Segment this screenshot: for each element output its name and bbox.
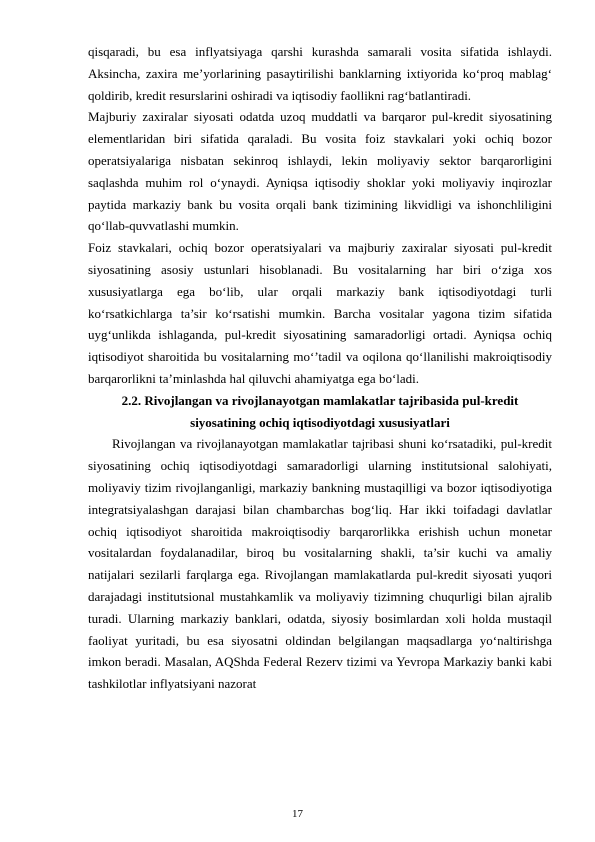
- paragraph-countries-experience: Rivojlangan va rivojlanayotgan mamlakatlar tajribasi shuni ko‘rsatadiki, pul-kredit siyosatining ochiq iqtisodiyotdagi samaradorligi ularning institutsional salohiyati, moliyaviy tizim rivojlanganligi, markaziy bankning mustaqilligi va bozor iqtisodiyotiga integratsiyalashgan darajasi bilan chambarchas bog‘liq. Har ikki toifadagi davlatlar ochiq iqtisodiyot sharoitida makroiqtisodiy barqarorlikka erishish uchun monetar vositalardan foydalanadilar, biroq bu vositalarning shakli, ta’sir kuchi va amaliy natijalari sezilarli farqlarga ega. Rivojlangan mamlakatlarda pul-kredit siyosati yuqori darajadagi institutsional mustahkamlik va moliyaviy tizimning chuqurligi bilan ajralib turadi. Ularning markaziy banklari, odatda, siyosiy bosimlardan xoli holda mustaqil faoliyat yuritadi, bu esa siyosatni oldindan belgilangan maqsadlarga yo‘naltirishga imkon beradi. Masalan, AQShda Federal Rezerv tizimi va Yevropa Markaziy banki kabi tashkilotlar inflyatsiyani nazorat: [88, 436, 552, 692]
- document-page: [88, 41, 552, 695]
- page-number: 17: [292, 808, 303, 820]
- section-heading-line-2: siyosatining ochiq iqtisodiyotdagi xususiyatlari: [190, 414, 450, 430]
- section-heading-line-1: 2.2. Rivojlangan va rivojlanayotgan mamlakatlar tajribasida pul-kredit: [121, 392, 519, 408]
- paragraph-policy-pillars: Foiz stavkalari, ochiq bozor operatsiyalari va majburiy zaxiralar siyosati pul-kredit siyosatining asosiy ustunlari hisoblanadi. Bu vositalarning har biri o‘ziga xos xususiyatlarga ega bo‘lib, ular orqali markaziy bank iqtisodiyotdagi turli ko‘rsatkichlarga ta’sir ko‘rsatishi mumkin. Barcha vositalar yagona tizim sifatida uyg‘unlikda ishlaganda, pul-kredit siyosatining samaradorligi ortadi. Ayniqsa ochiq iqtisodiyot sharoitida bu vositalarning mo‘’tadil va oqilona qo‘llanilishi makroiqtisodiy barqarorlikni ta’minlashda hal qiluvchi ahamiyatga ega bo‘ladi.: [88, 240, 552, 386]
- paragraph-reserve-effect: qisqaradi, bu esa inflyatsiyaga qarshi kurashda samarali vosita sifatida ishlaydi. Aksincha, zaxira me’yorlarining pasaytirilishi banklarning ixtiyorida ko‘proq mablag‘ qoldirib, kredit resurslarini oshiradi va iqtisodiy faollikni rag‘batlantiradi.: [88, 44, 552, 103]
- paragraph-reserve-policy: Majburiy zaxiralar siyosati odatda uzoq muddatli va barqaror pul-kredit siyosatining elementlaridan biri sifatida qaraladi. Bu vosita foiz stavkalari yoki ochiq bozor operatsiyalariga nisbatan sekinroq ishlaydi, lekin moliyaviy sektor barqarorligini saqlashda muhim rol o‘ynaydi. Ayniqsa iqtisodiy shoklar yoki moliyaviy inqirozlar paytida markaziy bank bu vosita orqali bank tizimining likvidligi va ishonchliligini qo‘llab-quvvatlashi mumkin.: [88, 109, 552, 234]
